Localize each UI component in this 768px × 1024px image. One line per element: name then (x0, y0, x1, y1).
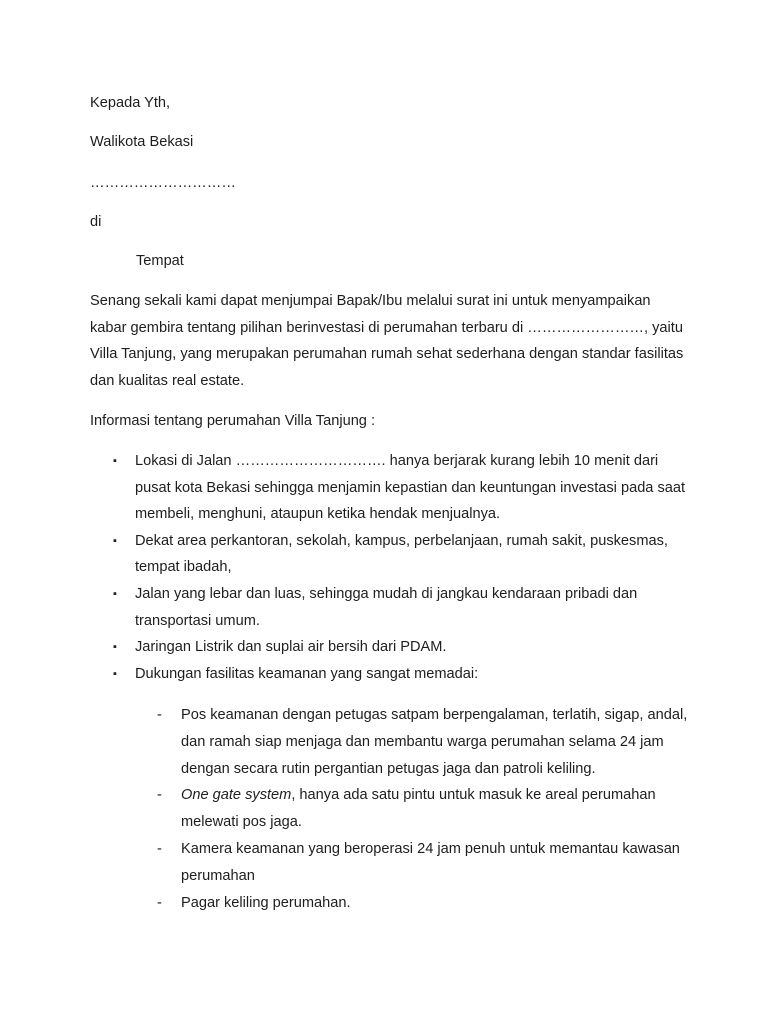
one-gate-system-term: One gate system (181, 787, 292, 804)
recipient: Walikota Bekasi (90, 134, 194, 150)
salutation: Kepada Yth, (90, 95, 171, 111)
dash-marker: - (157, 707, 162, 723)
intro-paragraph: Senang sekali kami dapat menjumpai Bapak/Ibu melalui surat ini untuk menyampaikan kabar gembira tentang pilihan berinvestasi di perumahan terbaru di ……………………, yaitu Villa Tanjung, yang merupakan perumahan rumah sehat sederhana dengan standar fasilitas dan kualitas real estate. (90, 293, 684, 389)
list-item (90, 702, 710, 782)
tempat-label: Tempat (136, 253, 184, 269)
list-item (90, 448, 690, 528)
bullet-marker: ▪ (113, 641, 117, 654)
dash-marker: - (157, 787, 162, 804)
bullet-marker: ▪ (113, 667, 117, 680)
list-item-text: Jaringan Listrik dan suplai air bersih dari PDAM. (135, 639, 447, 656)
list-item-text: , hanya ada satu pintu untuk masuk ke areal perumahan melewati pos jaga. (181, 787, 656, 831)
list-item (90, 634, 690, 661)
bullet-marker: ▪ (113, 534, 117, 547)
dash-marker: - (157, 840, 162, 857)
list-item-text: Dekat area perkantoran, sekolah, kampus, perbelanjaan, rumah sakit, puskesmas, tempat ibadah, (135, 532, 668, 576)
list-item-text: Kamera keamanan yang beroperasi 24 jam penuh untuk memantau kawasan perumahan (181, 840, 680, 884)
list-item (90, 836, 710, 890)
list-item-text: Dukungan fasilitas keamanan yang sangat memadai: (135, 665, 479, 682)
dash-marker: - (157, 894, 162, 911)
di-label: di (90, 214, 102, 230)
list-item (90, 528, 690, 581)
list-item-text: Lokasi di Jalan …………………………. hanya berjarak kurang lebih 10 menit dari pusat kota Bekasi sehingga menjamin kepastian dan keuntungan investasi pada saat membeli, menghuni, ataupun ketika hendak menjualnya. (135, 453, 686, 523)
bullet-marker: ▪ (113, 587, 117, 600)
info-heading: Informasi tentang perumahan Villa Tanjung : (90, 413, 376, 429)
list-item (90, 661, 690, 688)
bullet-marker: ▪ (113, 455, 117, 467)
list-item-text: Jalan yang lebar dan luas, sehingga mudah di jangkau kendaraan pribadi dan transportasi umum. (135, 585, 638, 629)
list-item (90, 890, 710, 917)
list-item (90, 581, 690, 634)
address-placeholder: ………………………… (90, 175, 236, 191)
facility-list (90, 448, 690, 687)
list-item (90, 782, 710, 836)
list-item-text: Pos keamanan dengan petugas satpam berpengalaman, terlatih, sigap, andal, dan ramah siap menjaga dan membantu warga perumahan selama 24 jam dengan secara rutin pergantian petugas jaga dan patroli keliling. (181, 707, 688, 777)
list-item-text: Pagar keliling perumahan. (181, 894, 351, 911)
security-list (90, 702, 710, 916)
